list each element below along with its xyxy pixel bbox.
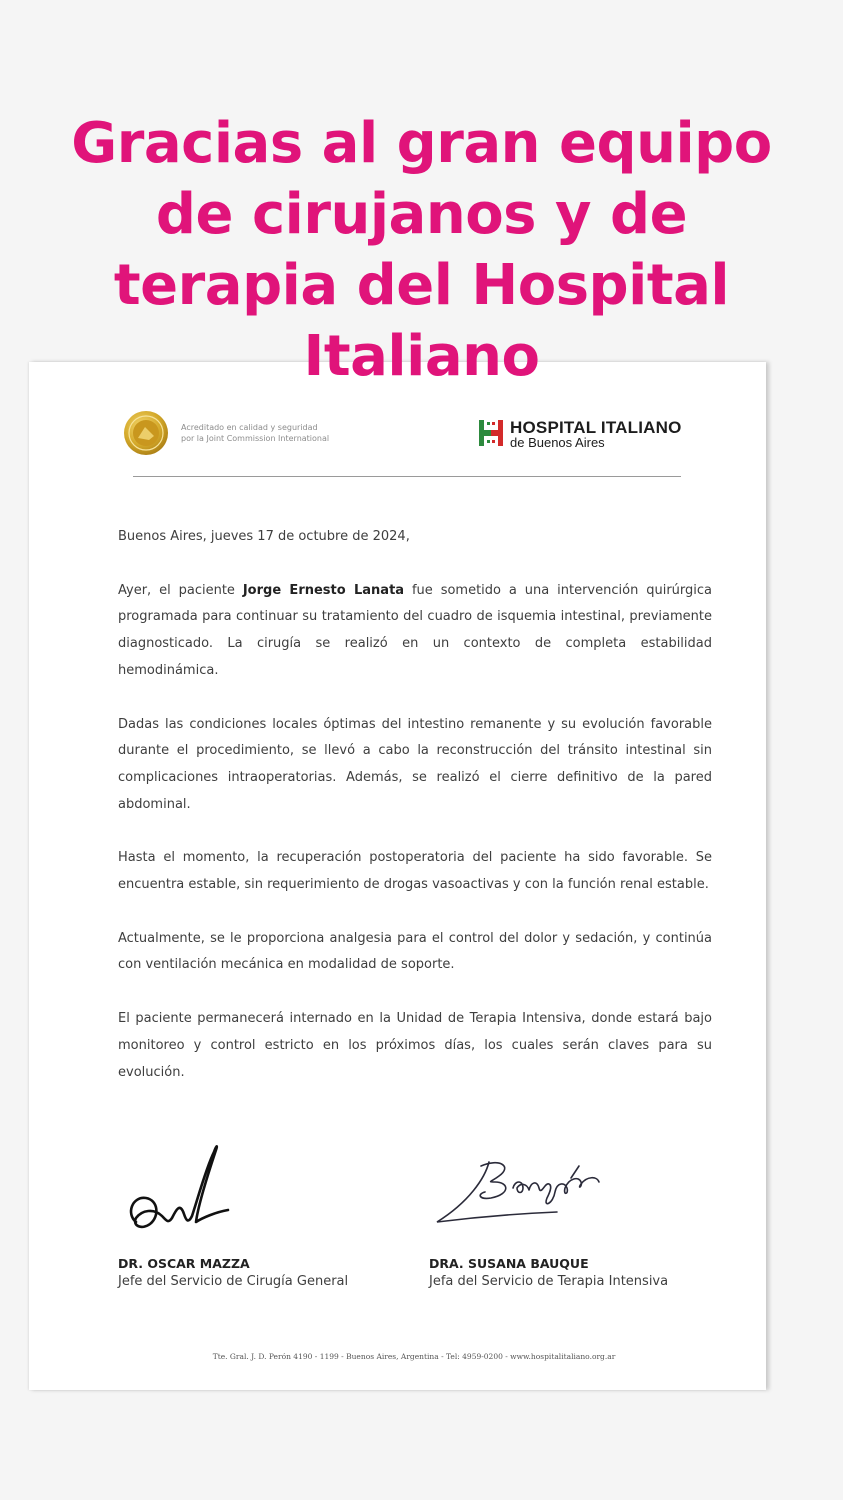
letter-body [118,524,712,1113]
headline-line-3: terapia del Hospital [113,253,730,318]
headline-line-1: Gracias al gran equipo [71,111,772,176]
signer-name: DRA. SUSANA BAUQUE [429,1256,589,1271]
headline-line-2: de cirujanos y de [155,182,688,247]
paragraph-2: Dadas las condiciones locales óptimas del intestino remanente y su evolución favorable durante el procedimiento, se llevó a cabo la reconstrucción del tránsito intestinal sin complicaciones intraoperatorias. Además, se realizó el cierre definitivo de la pared abdominal. [118,716,712,812]
signer-mazza [118,1255,348,1291]
headline-line-4: Italiano [303,324,540,389]
signer-role: Jefe del Servicio de Cirugía General [118,1274,349,1289]
signer-role: Jefa del Servicio de Terapia Intensiva [429,1274,669,1289]
paragraph-3: Hasta el momento, la recuperación postoperatoria del paciente ha sido favorable. Se encuentra estable, sin requerimiento de drogas vasoactivas y con la función renal estable. [118,850,712,893]
paragraph-4: Actualmente, se le proporciona analgesia para el control del dolor y sedación, y continúa con ventilación mecánica en modalidad de soporte. [118,930,712,973]
patient-name: Jorge Ernesto Lanata [242,582,405,598]
signature-mazza [118,1118,230,1242]
paragraph-1 [118,578,712,685]
hospital-cross-icon [479,420,503,446]
joint-commission-seal-icon [123,410,169,456]
date-line: Buenos Aires, jueves 17 de octubre de 2024, [118,529,410,544]
signer-bauque [429,1255,668,1291]
header-divider [133,476,681,477]
accreditation-text [181,422,329,444]
accreditation-line-2: por la Joint Commission International [181,434,330,443]
paragraph-1-end: fue sometido a una intervención quirúrgica programada para continuar su tratamiento del cuadro de isquemia intestinal, previamente diagnosticado. La cirugía se realizó en un contexto de completa estabilidad hemodinámica. [118,582,713,678]
paragraph-1-start: Ayer, el paciente [118,582,243,598]
signature-bauque [429,1152,629,1232]
accreditation-line-1: Acreditado en calidad y seguridad [181,423,318,432]
signer-name: DR. OSCAR MAZZA [118,1256,250,1271]
letter-page [29,362,766,1390]
letter-footer: Tte. Gral. J. D. Perón 4190 - 1199 - Buenos Aires, Argentina - Tel: 4959-0200 - www.hospitalitaliano.org.ar [212,1352,616,1361]
hospital-subtitle: de Buenos Aires [510,435,605,450]
paragraph-5: El paciente permanecerá internado en la Unidad de Terapia Intensiva, donde estará bajo monitoreo y control estricto en los próximos días, los cuales serán claves para su evolución. [118,1011,712,1080]
headline [0,108,843,392]
hospital-name: HOSPITAL ITALIANO [510,418,682,437]
